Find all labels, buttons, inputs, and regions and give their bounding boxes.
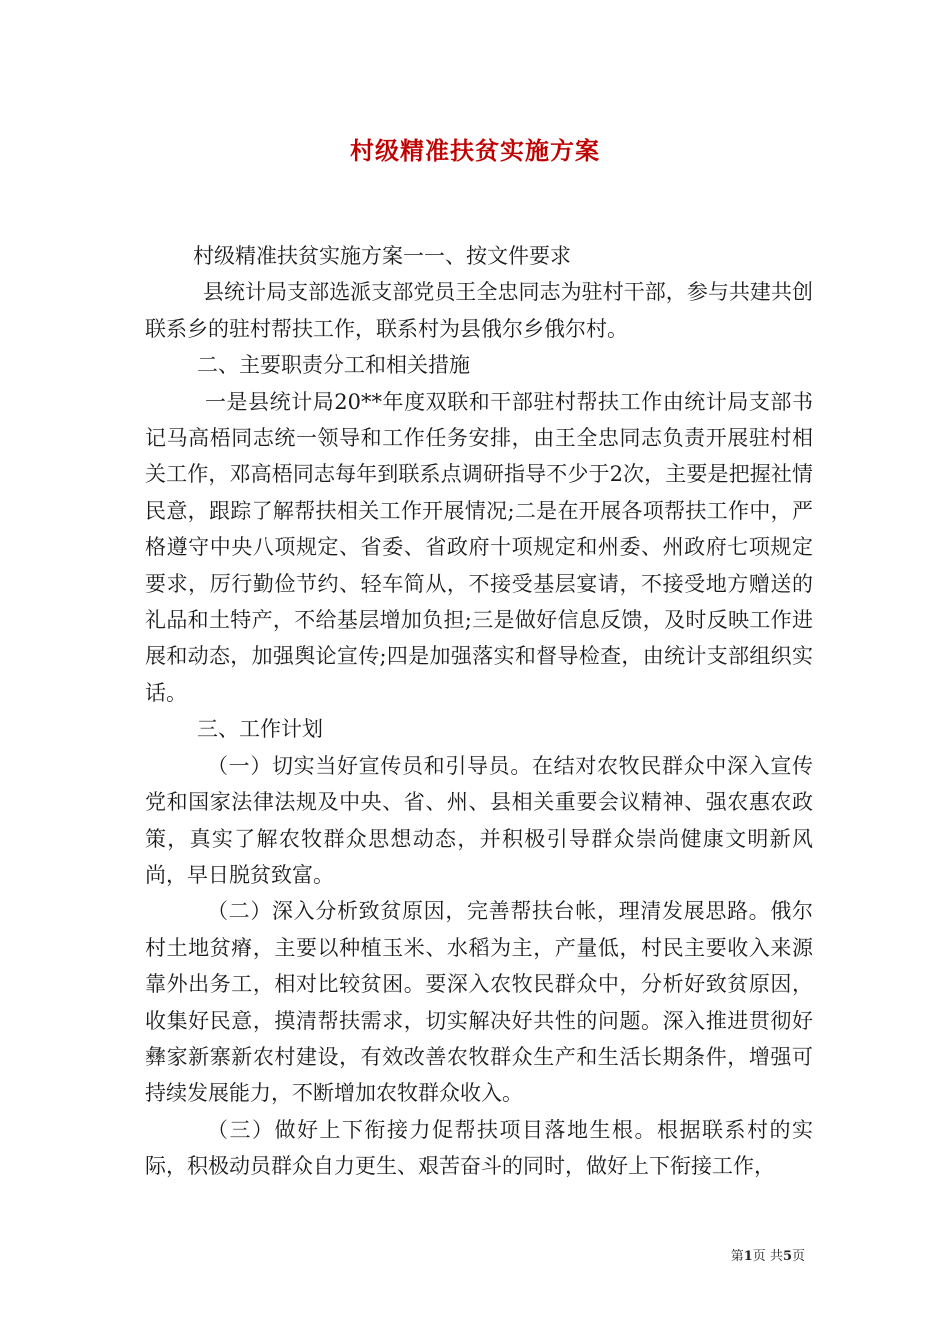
footer-middle: 页 共 bbox=[752, 1249, 783, 1264]
paragraph: 一是县统计局20**年度双联和干部驻村帮扶工作由统计局支部书记马高梧同志统一领导和工作任务安排，由王全忠同志负责开展驻村相关工作，邓高梧同志每年到联系点调研指导不少于2次，主要是把握社情民意，跟踪了解帮扶相关工作开展情况;二是在开展各项帮扶工作中，严格遵守中央八项规定、省委、省政府十项规定和州委、州政府七项规定要求，厉行勤俭节约、轻车简从，不接受基层宴请，不接受地方赠送的礼品和土特产，不给基层增加负担;三是做好信息反馈，及时反映工作进展和动态，加强舆论宣传;四是加强落实和督导检查，由统计支部组织实话。 bbox=[145, 389, 813, 705]
paragraph: 县统计局支部选派支部党员王全忠同志为驻村干部，参与共建共创联系乡的驻村帮扶工作，联系村为县俄尔乡俄尔村。 bbox=[145, 280, 813, 341]
total-pages-number: 5 bbox=[782, 1249, 792, 1264]
paragraph: （三）做好上下衔接力促帮扶项目落地生根。根据联系村的实际，积极动员群众自力更生、艰苦奋斗的同时，做好上下衔接工作， bbox=[145, 1117, 813, 1179]
paragraph: 村级精准扶贫实施方案一一、按文件要求 bbox=[193, 244, 571, 268]
document-title: 村级精准扶贫实施方案 bbox=[350, 136, 600, 165]
document-body bbox=[145, 238, 813, 1185]
page-number-footer bbox=[731, 1248, 805, 1266]
paragraph: （一）切实当好宣传员和引导员。在结对农牧民群众中深入宣传党和国家法律法规及中央、省、州、县相关重要会议精神、强农惠农政策，真实了解农牧群众思想动态，并积极引导群众崇尚健康文明新风尚，早日脱贫致富。 bbox=[145, 753, 813, 887]
paragraph: 二、主要职责分工和相关措施 bbox=[197, 353, 470, 378]
paragraph: （二）深入分析致贫原因，完善帮扶台帐，理清发展思路。俄尔村土地贫瘠，主要以种植玉米、水稻为主，产量低，村民主要收入来源靠外出务工，相对比较贫困。要深入农牧民群众中，分析好致贫原因，收集好民意，摸清帮扶需求，切实解决好共性的问题。深入推进贯彻好彝家新寨新农村建设，有效改善农牧群众生产和生活长期条件，增强可持续发展能力，不断增加农牧群众收入。 bbox=[145, 899, 813, 1106]
footer-suffix: 页 bbox=[791, 1249, 805, 1264]
current-page-number: 1 bbox=[743, 1249, 753, 1264]
paragraph: 三、工作计划 bbox=[197, 717, 323, 742]
footer-prefix: 第 bbox=[730, 1249, 744, 1264]
